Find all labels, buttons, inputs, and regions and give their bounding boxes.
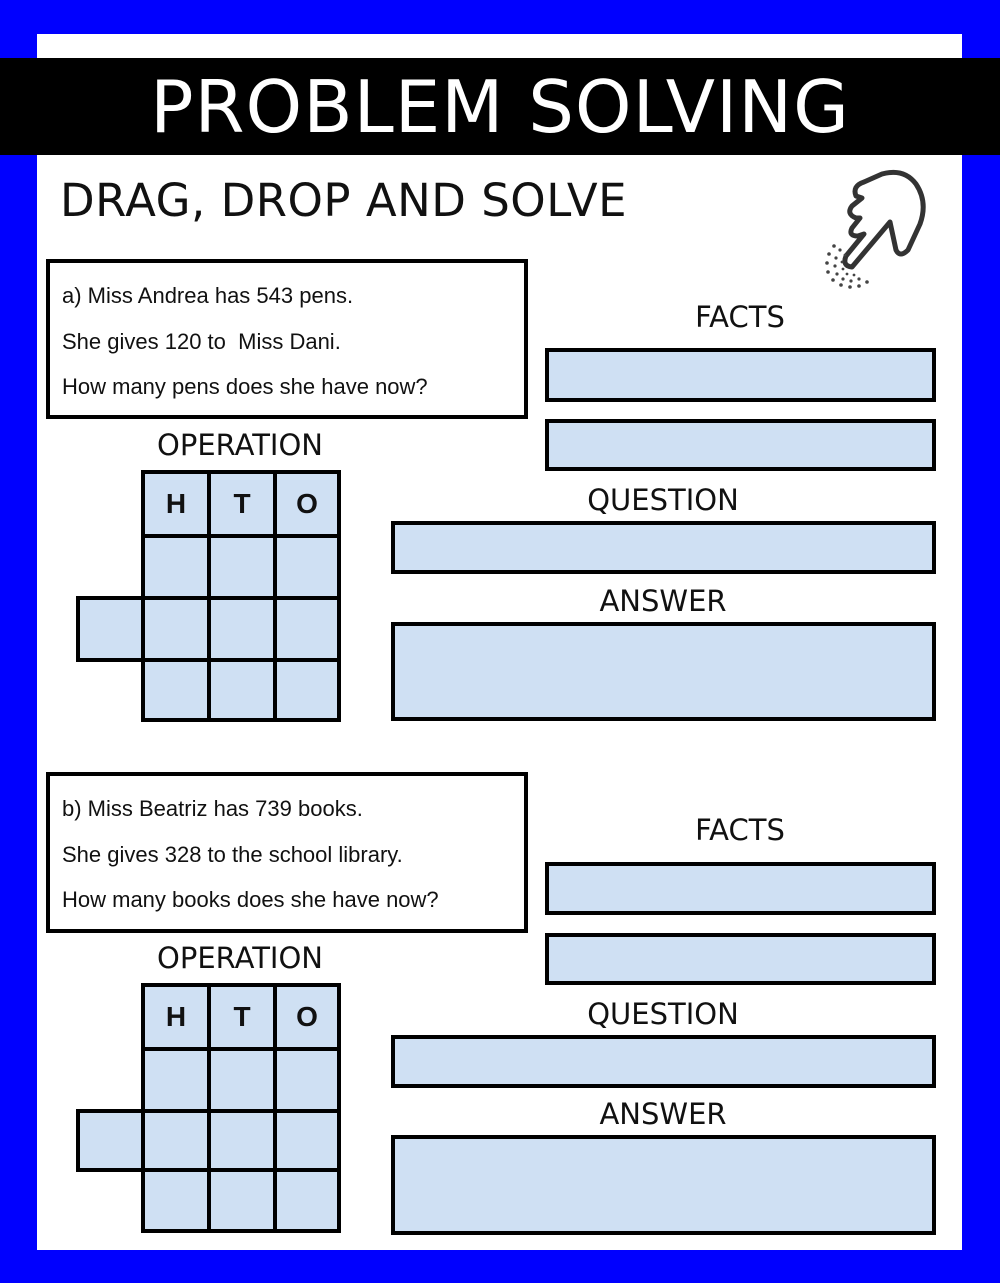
problem-b-row1-t-drop[interactable] <box>207 1047 277 1113</box>
problem-a-header-o: O <box>273 470 341 538</box>
problem-b-row1-h-drop[interactable] <box>141 1047 211 1113</box>
problem-b-answer-drop[interactable] <box>391 1135 936 1235</box>
subtitle: DRAG, DROP AND SOLVE <box>60 174 628 227</box>
problem-a-fact-2-drop[interactable] <box>545 419 936 471</box>
problem-b-header-h: H <box>141 983 211 1051</box>
problem-b-result-t-drop[interactable] <box>207 1168 277 1233</box>
problem-a-answer-drop[interactable] <box>391 622 936 721</box>
problem-b-fact-2-drop[interactable] <box>545 933 936 985</box>
problem-a-row1-t-drop[interactable] <box>207 534 277 600</box>
problem-a-result-h-drop[interactable] <box>141 658 211 722</box>
problem-a-answer-label: ANSWER <box>599 584 727 618</box>
problem-b-header-t: T <box>207 983 277 1051</box>
problem-a-fact-1-drop[interactable] <box>545 348 936 402</box>
problem-a-header-h: H <box>141 470 211 538</box>
problem-a-operation-label: OPERATION <box>157 428 323 462</box>
problem-b-operator-drop[interactable] <box>76 1109 145 1172</box>
problem-b-row2-t-drop[interactable] <box>207 1109 277 1172</box>
problem-a-text-box <box>46 259 528 419</box>
problem-a-result-t-drop[interactable] <box>207 658 277 722</box>
problem-a-header-t: T <box>207 470 277 538</box>
problem-b-answer-label: ANSWER <box>599 1097 727 1131</box>
problem-b-row1-o-drop[interactable] <box>273 1047 341 1113</box>
problem-b-line-2: She gives 328 to the school library. <box>62 841 403 867</box>
problem-a-line-3: How many pens does she have now? <box>62 374 428 399</box>
problem-a-result-o-drop[interactable] <box>273 658 341 722</box>
problem-b-result-o-drop[interactable] <box>273 1168 341 1233</box>
problem-a-row2-o-drop[interactable] <box>273 596 341 662</box>
problem-a-question-label: QUESTION <box>587 483 739 517</box>
problem-a-row2-t-drop[interactable] <box>207 596 277 662</box>
problem-a-facts-label: FACTS <box>695 300 785 334</box>
problem-b-result-h-drop[interactable] <box>141 1168 211 1233</box>
problem-b-question-drop[interactable] <box>391 1035 936 1088</box>
problem-a-question-drop[interactable] <box>391 521 936 574</box>
page-title: PROBLEM SOLVING <box>150 64 850 149</box>
problem-b-question-label: QUESTION <box>587 997 739 1031</box>
problem-a-row1-o-drop[interactable] <box>273 534 341 600</box>
problem-a-row2-h-drop[interactable] <box>141 596 211 662</box>
problem-a-row1-h-drop[interactable] <box>141 534 211 600</box>
problem-b-line-1: b) Miss Beatriz has 739 books. <box>62 796 363 821</box>
problem-b-header-o: O <box>273 983 341 1051</box>
problem-a-line-2: She gives 120 to Miss Dani. <box>62 328 341 354</box>
problem-a-line-1: a) Miss Andrea has 543 pens. <box>62 283 354 308</box>
problem-a-operator-drop[interactable] <box>76 596 145 662</box>
problem-b-row2-o-drop[interactable] <box>273 1109 341 1172</box>
problem-b-row2-h-drop[interactable] <box>141 1109 211 1172</box>
tap-hand-icon <box>812 162 932 292</box>
problem-b-operation-label: OPERATION <box>157 941 323 975</box>
problem-b-text-box <box>46 772 528 933</box>
problem-b-line-3: How many books does she have now? <box>62 887 439 912</box>
problem-b-fact-1-drop[interactable] <box>545 862 936 915</box>
title-bar <box>0 58 1000 155</box>
problem-b-facts-label: FACTS <box>695 813 785 847</box>
